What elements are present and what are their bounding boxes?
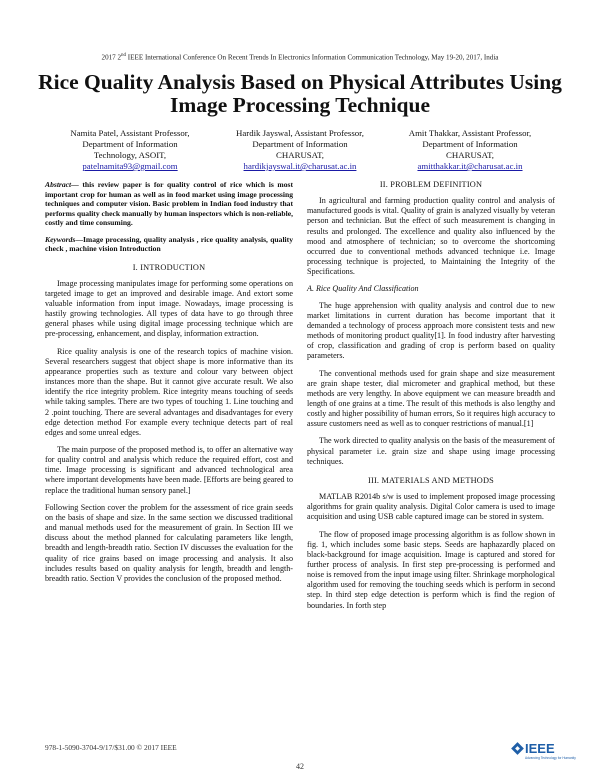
paragraph: Following Section cover the problem for the assessment of rice grain seeds on the basis of shape and size. In the same section we discussed traditional and manual methods used for the measurement of grain. In Section III we discuss about the method planned for calculating parameters like length, breadth and length-breadth ratio. Section IV discusses the evaluation for the quality of rice grains based on image processing and analysis. It also includes results based on quality analysis for length, breadth and length-breadth ratio. Section V provides the conclusion of the proposed method. <box>45 502 293 583</box>
author-email-link[interactable]: hardikjayswal.it@charusat.ac.in <box>243 161 357 171</box>
abstract-text: — this review paper is for quality control of rice which is most important crop for human as well as in food market using image processing techniques and computer vision. Basic problem in Indian food industry that performs quality check manually by human inspectors which is non-reliable, costly and time consuming. <box>45 180 293 227</box>
page-number: 42 <box>296 762 304 771</box>
abstract-label: Abstract <box>45 180 72 189</box>
paragraph: The flow of proposed image processing algorithm is as follow shown in fig. 1, which includes some basic steps. Seeds are haphazardly placed on black-background for image acquisition. Image is captured and stored for further process of analysis. In first step pre-processing is performed and noise is removed from the input image using filter. Shrinkage morphological algorithm used for removing the touching seeds which is perform in second step. In third step edge detection is perform which is find the region of boundaries. In forth step <box>307 529 555 610</box>
paragraph: In agricultural and farming production quality control and analysis of manufactured goods is vital. Quality of grain is analyzed visually by veteran person and technician. But the effect of such measurement is changing in results and prolonged. The excellence and quality also influenced by the mood and atmosphere of technician; so to overcome the shortcoming occurred due to conventional methods advanced technique i.e. Image processing technique is projected, to Maintaining the Integrity of the Specifications. <box>307 196 555 277</box>
author-block-1 <box>45 128 215 172</box>
right-column <box>307 180 555 618</box>
conference-header-pre: 2017 2 <box>101 53 122 62</box>
author-organization: CHARUSAT, <box>446 150 494 160</box>
paragraph: Image processing manipulates image for performing some operations on targeted image to get an improved and desirable image. And extort some valuable information from input image. Nowadays, image processing is hastily growing technologies. All types of data have to go through three general phases while using digital image processing technique which are pre-processing, enhancement, and display, information extraction. <box>45 278 293 339</box>
paragraph: The huge apprehension with quality analysis and control due to new market limitations in current duration has become important that it demanded a technology of process approach more consistent tests and new methods of monitoring product quality[1]. In food industry after harvesting of crop, classification and grading of crop is perform based on quality parameters. <box>307 300 555 361</box>
left-column <box>45 180 293 591</box>
author-name: Hardik Jayswal, Assistant Professor, <box>236 128 364 138</box>
conference-header-post: IEEE International Conference On Recent Trends In Electronics Information Communication Technology, May 19-20, 2017, India <box>126 53 499 62</box>
conference-header <box>0 53 600 61</box>
section-heading-materials-methods: III. MATERIALS AND METHODS <box>368 475 494 485</box>
paragraph: MATLAB R2014b s/w is used to implement proposed image processing algorithms for grain quality analysis. Digital Color camera is used to image acquisition and using USB cable captured image can be stored in system. <box>307 492 555 522</box>
author-organization: CHARUSAT, <box>276 150 324 160</box>
author-name: Amit Thakkar, Assistant Professor, <box>408 128 532 138</box>
author-block-3 <box>385 128 555 172</box>
author-department: Department of Information <box>252 139 348 149</box>
keywords-text: —Image processing, quality analysis , rice quality analysis, quality check , machine vision Introduction <box>45 234 293 253</box>
paragraph: The work directed to quality analysis on the basis of the measurement of physical parameter i.e. grain size and shape using image processing techniques. <box>307 436 555 466</box>
footer-isbn: 978-1-5090-3704-9/17/$31.00 © 2017 IEEE <box>45 743 177 752</box>
author-name: Namita Patel, Assistant Professor, <box>70 128 190 138</box>
abstract <box>45 180 293 228</box>
author-department: Department of Information <box>422 139 518 149</box>
author-email-link[interactable]: amitthakkar.it@charusat.ac.in <box>417 161 523 171</box>
author-organization: Technology, ASOIT, <box>93 150 167 160</box>
ieee-logo-text: IEEE <box>525 741 555 756</box>
author-block-2 <box>215 128 385 172</box>
section-heading-problem-definition: II. PROBLEM DEFINITION <box>379 180 483 189</box>
keywords-label: Keywords <box>45 234 76 244</box>
keywords <box>45 235 293 254</box>
conference-header-sup: nd <box>121 53 127 58</box>
paper-title: Rice Quality Analysis Based on Physical Attributes Using Image Processing Technique <box>38 70 562 117</box>
author-department: Department of Information <box>82 139 178 149</box>
subsection-heading: A. Rice Quality And Classification <box>307 284 419 294</box>
section-heading-introduction: I. INTRODUCTION <box>132 262 206 272</box>
ieee-diamond-icon <box>511 742 524 755</box>
author-email-link[interactable]: patelnamita93@gmail.com <box>82 161 178 171</box>
paragraph: Rice quality analysis is one of the research topics of machine vision. Several researchers suggest that object shape is more informative than its appearance properties such as texture and colour vary between object instances more than the shape. But it cannot give accurate result. We also identify the rice integrity problem. Rice integrity means touching of seeds while taking samples. There are two types of touching 1. Line touching and 2 .point touching. There are several advantages and disadvantages for every edge detection method For example every technique detects part of real edges and some unreal edges. <box>45 346 293 437</box>
paragraph: The conventional methods used for grain shape and size measurement are grain shape tester, dial micrometer and graphical method, but these methods are very lengthy. In above equipment we can measure breadth and length of one grains at a time. The result of this methods is also lengthy and costly and higher possibility of human errors, So it requires high accuracy to assure customers need as well as to conquer restrictions of manual.[1] <box>307 368 555 429</box>
paragraph: The main purpose of the proposed method is, to offer an alternative way for quality control and analysis which reduce the required effort, cost and time. Image processing is significant and advanced technological area where important developments have been made. [Efforts are being geared to replace the traditional human sensory panel.] <box>45 445 293 495</box>
ieee-logo-tagline: Advancing Technology for Humanity <box>525 756 576 760</box>
